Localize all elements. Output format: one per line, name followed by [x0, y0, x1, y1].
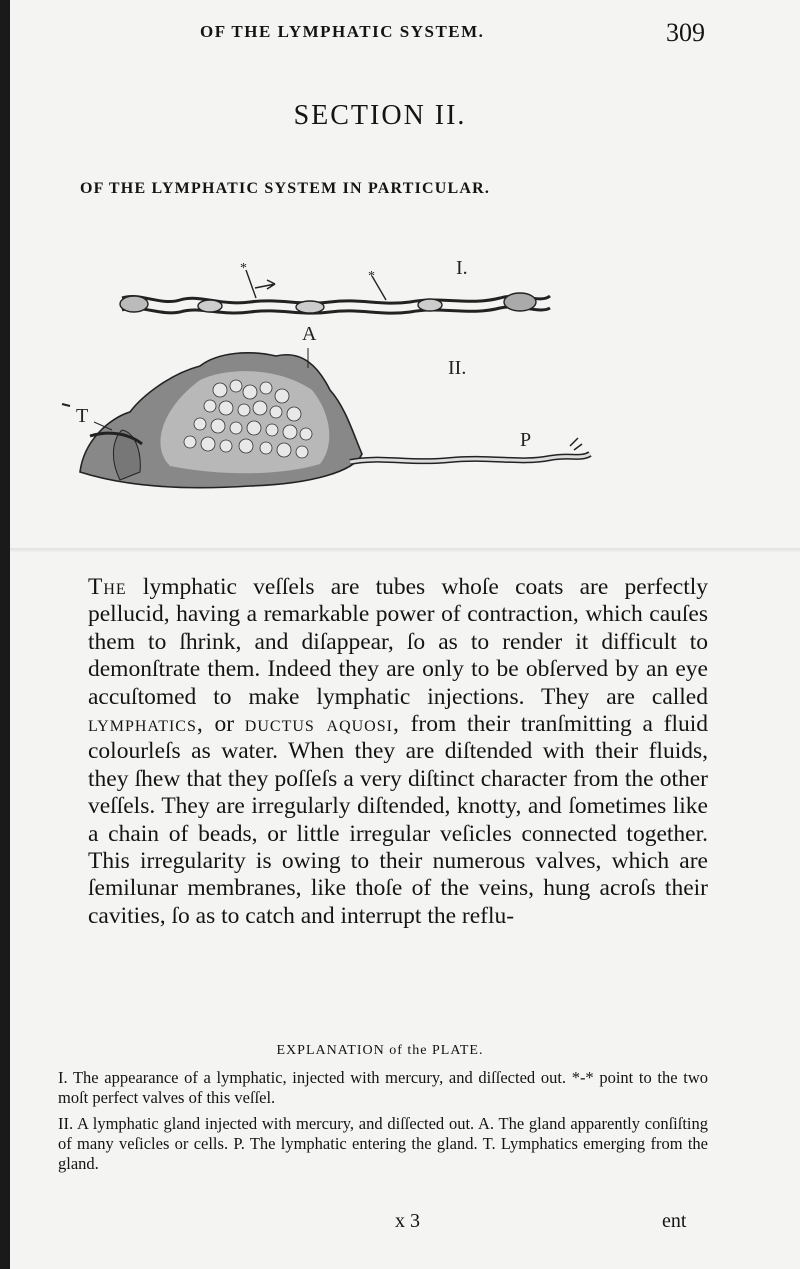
running-head: OF THE LYMPHATIC SYSTEM. — [200, 22, 485, 41]
body-text-part-3: from their tranſmitting a fluid colourleſs as water. When they are diſtended with their fluids, they ſhew that they poſſeſs a very diſtinct character from the other veſſels. They are irregularly diſtended, knotty, and ſometimes like a chain of beads, or little irregular veſicles connected together. This irregularity is owing to their numerous valves, which are ſemilunar membranes, like thoſe of the veins, hung acroſs their cavities, ſo as to catch and interrupt the reflu- — [88, 711, 709, 929]
signature-mark: x 3 — [395, 1210, 420, 1232]
body-text-part-2: or — [214, 711, 235, 738]
section-title: SECTION II. — [293, 100, 467, 131]
svg-text:*: * — [240, 261, 247, 276]
catchword: ent — [662, 1210, 687, 1232]
explanation-item-1: I. The appearance of a lymphatic, injected with mercury, and diſſected out. *-* point to the two moſt perfect valves of this veſſel. — [58, 1068, 708, 1107]
body-text-part-1: lymphatic veſſels are tubes whoſe coats are perfectly pellucid, having a remarkable power of contraction, which cauſes them to ſhrink, and diſappear, ſo as to render it difficult to demonſtrate them. Indeed they are only to be obſerved by an eye accuſtomed to make lymphatic injections. They are called — [88, 574, 709, 710]
section-subtitle: OF THE LYMPHATIC SYSTEM IN PARTICULAR. — [80, 180, 491, 197]
plate-label-A: A — [302, 323, 317, 345]
figure-lymphatic-gland — [62, 348, 590, 488]
explanation-heading: EXPLANATION of the PLATE. — [276, 1043, 484, 1058]
explanation-item-2: II. A lymphatic gland injected with mercury, and diſſected out. A. The gland apparently conſiſting of many veſicles or cells. P. The lymphatic entering the gland. T. Lymphatics emerging from the gland. — [58, 1114, 708, 1173]
plate-label-T: T — [76, 405, 89, 427]
figure-lymphatic-vessel — [120, 261, 550, 313]
anatomical-plate — [50, 240, 610, 510]
term-lymphatics: lymphatics, — [88, 711, 204, 738]
plate-label-P: P — [520, 429, 532, 451]
svg-text:*: * — [368, 269, 375, 284]
page-number: 309 — [666, 18, 705, 47]
book-page — [10, 0, 800, 1269]
term-ductus-aquosi: ductus aquosi, — [244, 711, 400, 738]
page-fold-crease — [10, 548, 800, 552]
plate-label-II: II. — [448, 357, 467, 379]
body-paragraph — [88, 574, 708, 930]
plate-label-I: I. — [456, 257, 468, 279]
lead-word: The — [88, 574, 127, 600]
plate-explanation — [58, 1068, 708, 1180]
